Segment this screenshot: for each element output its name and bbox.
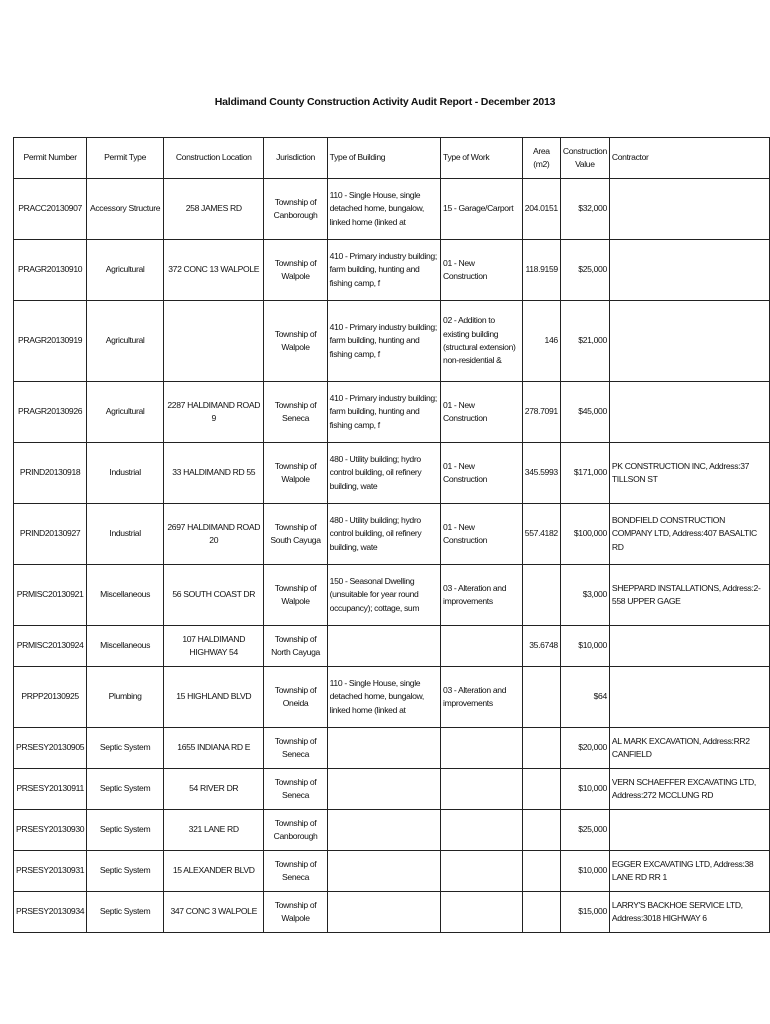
cell-permit-number: PRIND20130927: [14, 504, 87, 565]
header-jurisdiction: Jurisdiction: [264, 138, 327, 179]
cell-area: [522, 565, 560, 626]
cell-jurisdiction: Township of Seneca: [264, 728, 327, 769]
cell-jurisdiction: Township of Walpole: [264, 301, 327, 382]
cell-area: 278.7091: [522, 382, 560, 443]
cell-type-of-work: [441, 769, 523, 810]
header-area: Area (m2): [522, 138, 560, 179]
cell-permit-type: Septic System: [87, 851, 164, 892]
cell-contractor: EGGER EXCAVATING LTD, Address:38 LANE RD RR 1: [609, 851, 769, 892]
cell-type-of-building: 410 - Primary industry building; farm building, hunting and fishing camp, f: [327, 382, 440, 443]
cell-construction-value: $64: [560, 667, 609, 728]
table-row: [14, 810, 770, 851]
report-title: Haldimand County Construction Activity Audit Report - December 2013: [214, 96, 556, 108]
table-row: [14, 240, 770, 301]
header-construction-location: Construction Location: [164, 138, 264, 179]
cell-permit-type: Miscellaneous: [87, 626, 164, 667]
cell-type-of-building: [327, 851, 440, 892]
cell-permit-number: PRAGR20130919: [14, 301, 87, 382]
table-row: [14, 565, 770, 626]
cell-construction-value: $25,000: [560, 810, 609, 851]
cell-construction-value: $15,000: [560, 892, 609, 933]
cell-permit-type: Agricultural: [87, 240, 164, 301]
cell-type-of-work: 15 - Garage/Carport: [441, 179, 523, 240]
permit-table: [13, 137, 770, 933]
header-type-of-building: Type of Building: [327, 138, 440, 179]
cell-jurisdiction: Township of Canborough: [264, 179, 327, 240]
cell-type-of-building: 110 - Single House, single detached home, bungalow, linked home (linked at: [327, 667, 440, 728]
cell-permit-type: Agricultural: [87, 382, 164, 443]
cell-construction-location: 15 ALEXANDER BLVD: [164, 851, 264, 892]
cell-permit-type: Accessory Structure: [87, 179, 164, 240]
cell-permit-type: Septic System: [87, 728, 164, 769]
header-construction-value: Construction Value: [560, 138, 609, 179]
cell-construction-value: $100,000: [560, 504, 609, 565]
cell-type-of-work: [441, 851, 523, 892]
cell-type-of-work: [441, 892, 523, 933]
table-row: [14, 382, 770, 443]
cell-construction-value: $20,000: [560, 728, 609, 769]
cell-type-of-building: 480 - Utility building; hydro control building, oil refinery building, wate: [327, 443, 440, 504]
cell-type-of-building: 410 - Primary industry building; farm building, hunting and fishing camp, f: [327, 301, 440, 382]
cell-type-of-work: 01 - New Construction: [441, 382, 523, 443]
cell-contractor: BONDFIELD CONSTRUCTION COMPANY LTD, Address:407 BASALTIC RD: [609, 504, 769, 565]
cell-permit-number: PRSESY20130905: [14, 728, 87, 769]
cell-permit-type: Industrial: [87, 504, 164, 565]
cell-type-of-work: 01 - New Construction: [441, 240, 523, 301]
cell-type-of-work: [441, 728, 523, 769]
cell-construction-location: 107 HALDIMAND HIGHWAY 54: [164, 626, 264, 667]
cell-type-of-building: 480 - Utility building; hydro control building, oil refinery building, wate: [327, 504, 440, 565]
cell-type-of-building: [327, 626, 440, 667]
cell-construction-location: [164, 301, 264, 382]
cell-jurisdiction: Township of Oneida: [264, 667, 327, 728]
cell-construction-location: 56 SOUTH COAST DR: [164, 565, 264, 626]
cell-type-of-work: 03 - Alteration and improvements: [441, 667, 523, 728]
cell-type-of-building: 150 - Seasonal Dwelling (unsuitable for year round occupancy); cottage, sum: [327, 565, 440, 626]
cell-contractor: [609, 626, 769, 667]
cell-contractor: [609, 810, 769, 851]
cell-construction-location: 2287 HALDIMAND ROAD 9: [164, 382, 264, 443]
header-contractor: Contractor: [609, 138, 769, 179]
cell-permit-number: PRPP20130925: [14, 667, 87, 728]
cell-construction-location: 347 CONC 3 WALPOLE: [164, 892, 264, 933]
cell-construction-value: $3,000: [560, 565, 609, 626]
cell-jurisdiction: Township of Seneca: [264, 382, 327, 443]
cell-type-of-work: 02 - Addition to existing building (structural extension) non-residential &: [441, 301, 523, 382]
cell-jurisdiction: Township of Walpole: [264, 565, 327, 626]
cell-area: 557.4182: [522, 504, 560, 565]
cell-type-of-work: 01 - New Construction: [441, 443, 523, 504]
cell-contractor: SHEPPARD INSTALLATIONS, Address:2-558 UPPER GAGE: [609, 565, 769, 626]
cell-contractor: AL MARK EXCAVATION, Address:RR2 CANFIELD: [609, 728, 769, 769]
cell-permit-type: Industrial: [87, 443, 164, 504]
cell-type-of-work: [441, 810, 523, 851]
cell-construction-location: 15 HIGHLAND BLVD: [164, 667, 264, 728]
cell-construction-value: $45,000: [560, 382, 609, 443]
cell-contractor: LARRY'S BACKHOE SERVICE LTD, Address:3018 HIGHWAY 6: [609, 892, 769, 933]
cell-permit-number: PRSESY20130931: [14, 851, 87, 892]
table-row: [14, 626, 770, 667]
cell-construction-location: 321 LANE RD: [164, 810, 264, 851]
cell-permit-type: Miscellaneous: [87, 565, 164, 626]
cell-construction-value: $10,000: [560, 851, 609, 892]
cell-jurisdiction: Township of Seneca: [264, 851, 327, 892]
cell-type-of-building: [327, 892, 440, 933]
table-row: [14, 892, 770, 933]
cell-contractor: PK CONSTRUCTION INC, Address:37 TILLSON ST: [609, 443, 769, 504]
cell-permit-number: PRAGR20130910: [14, 240, 87, 301]
cell-area: [522, 728, 560, 769]
cell-area: 345.5993: [522, 443, 560, 504]
cell-type-of-work: [441, 626, 523, 667]
cell-jurisdiction: Township of Walpole: [264, 892, 327, 933]
cell-construction-value: $32,000: [560, 179, 609, 240]
cell-construction-location: 258 JAMES RD: [164, 179, 264, 240]
cell-construction-value: $10,000: [560, 769, 609, 810]
cell-type-of-building: [327, 728, 440, 769]
header-permit-number: Permit Number: [14, 138, 87, 179]
cell-jurisdiction: Township of South Cayuga: [264, 504, 327, 565]
cell-area: 146: [522, 301, 560, 382]
cell-type-of-work: 01 - New Construction: [441, 504, 523, 565]
cell-area: 204.0151: [522, 179, 560, 240]
header-permit-type: Permit Type: [87, 138, 164, 179]
cell-contractor: VERN SCHAEFFER EXCAVATING LTD, Address:272 MCCLUNG RD: [609, 769, 769, 810]
header-type-of-work: Type of Work: [441, 138, 523, 179]
cell-area: [522, 810, 560, 851]
table-row: [14, 851, 770, 892]
cell-jurisdiction: Township of Seneca: [264, 769, 327, 810]
cell-permit-type: Septic System: [87, 892, 164, 933]
cell-construction-value: $171,000: [560, 443, 609, 504]
header-row: [14, 138, 770, 179]
cell-construction-location: 54 RIVER DR: [164, 769, 264, 810]
cell-contractor: [609, 240, 769, 301]
cell-permit-number: PRSESY20130911: [14, 769, 87, 810]
table-row: [14, 667, 770, 728]
cell-permit-number: PRACC20130907: [14, 179, 87, 240]
cell-construction-location: 33 HALDIMAND RD 55: [164, 443, 264, 504]
table-row: [14, 301, 770, 382]
table-row: [14, 728, 770, 769]
table-row: [14, 504, 770, 565]
cell-type-of-building: 110 - Single House, single detached home, bungalow, linked home (linked at: [327, 179, 440, 240]
cell-permit-number: PRAGR20130926: [14, 382, 87, 443]
cell-construction-value: $21,000: [560, 301, 609, 382]
cell-permit-number: PRMISC20130924: [14, 626, 87, 667]
cell-permit-type: Septic System: [87, 769, 164, 810]
cell-type-of-building: 410 - Primary industry building; farm building, hunting and fishing camp, f: [327, 240, 440, 301]
cell-permit-number: PRSESY20130934: [14, 892, 87, 933]
cell-construction-location: 1655 INDIANA RD E: [164, 728, 264, 769]
cell-permit-type: Agricultural: [87, 301, 164, 382]
cell-area: [522, 892, 560, 933]
cell-permit-type: Septic System: [87, 810, 164, 851]
cell-contractor: [609, 179, 769, 240]
cell-type-of-building: [327, 810, 440, 851]
cell-area: 118.9159: [522, 240, 560, 301]
cell-jurisdiction: Township of Walpole: [264, 443, 327, 504]
cell-area: 35.6748: [522, 626, 560, 667]
cell-permit-number: PRSESY20130930: [14, 810, 87, 851]
cell-construction-value: $10,000: [560, 626, 609, 667]
cell-area: [522, 769, 560, 810]
cell-contractor: [609, 301, 769, 382]
cell-contractor: [609, 382, 769, 443]
cell-permit-number: PRMISC20130921: [14, 565, 87, 626]
cell-area: [522, 851, 560, 892]
cell-construction-location: 2697 HALDIMAND ROAD 20: [164, 504, 264, 565]
cell-permit-type: Plumbing: [87, 667, 164, 728]
cell-jurisdiction: Township of Canborough: [264, 810, 327, 851]
cell-construction-value: $25,000: [560, 240, 609, 301]
table-row: [14, 179, 770, 240]
cell-construction-location: 372 CONC 13 WALPOLE: [164, 240, 264, 301]
table-row: [14, 769, 770, 810]
cell-contractor: [609, 667, 769, 728]
cell-jurisdiction: Township of Walpole: [264, 240, 327, 301]
cell-type-of-work: 03 - Alteration and improvements: [441, 565, 523, 626]
cell-type-of-building: [327, 769, 440, 810]
cell-permit-number: PRIND20130918: [14, 443, 87, 504]
table-row: [14, 443, 770, 504]
cell-area: [522, 667, 560, 728]
cell-jurisdiction: Township of North Cayuga: [264, 626, 327, 667]
